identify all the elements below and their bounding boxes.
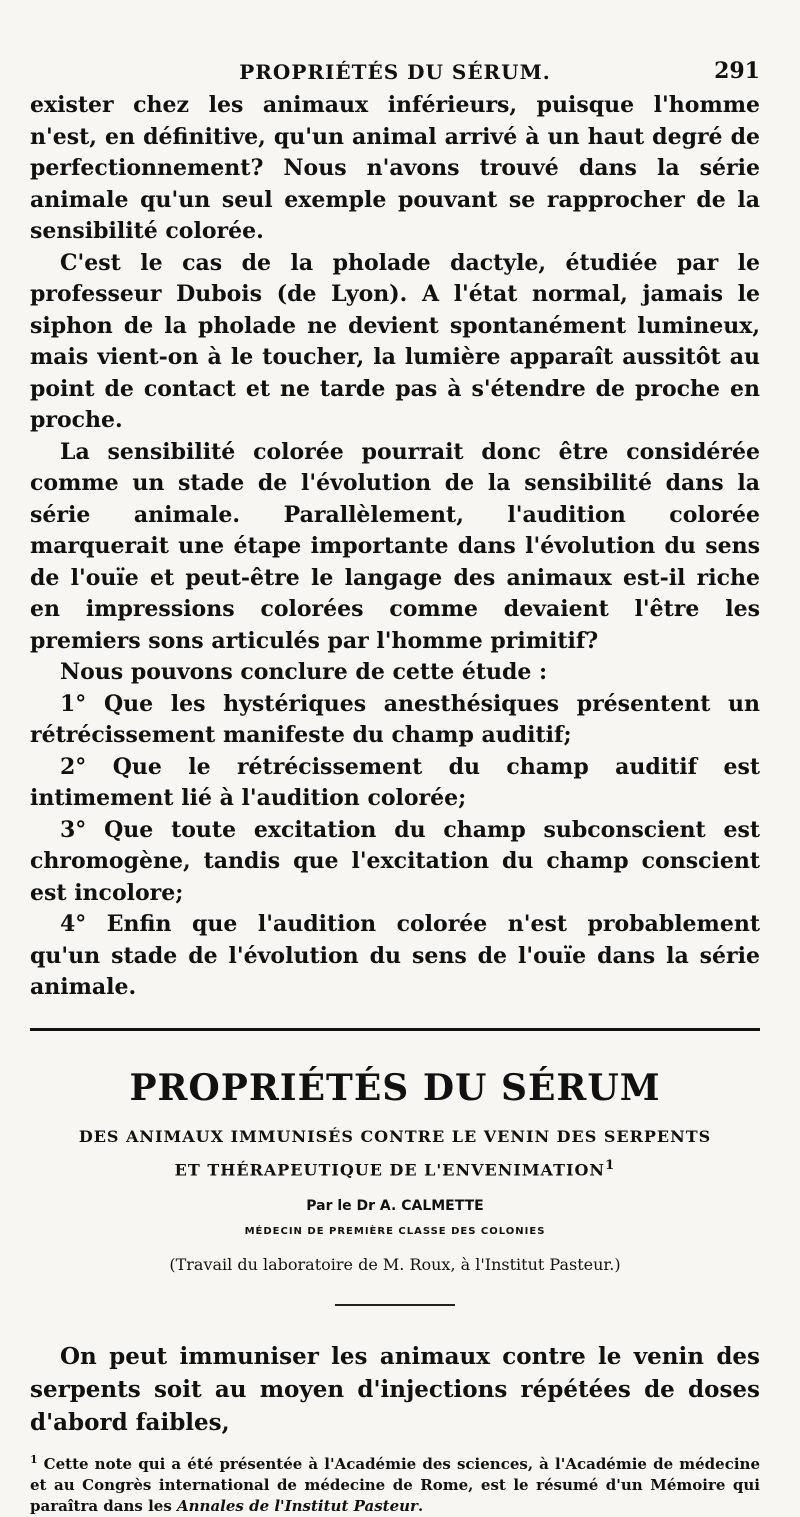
lead-text <box>30 1340 760 1439</box>
running-title: PROPRIÉTÉS DU SÉRUM. <box>239 60 551 84</box>
conclusion-item: 4° Enfin que l'audition colorée n'est probablement qu'un stade de l'évolution du sens de l'ouïe dans la série animale. <box>30 911 760 1000</box>
running-head <box>30 50 760 90</box>
paragraph: C'est le cas de la pholade dactyle, étudiée par le professeur Dubois (de Lyon). A l'état normal, jamais le siphon de la pholade ne devient spontanément lumineux, mais vient-on à le toucher, la lumière apparaît aussitôt au point de contact et ne tarde pas à s'étendre de proche en proche. <box>30 249 760 433</box>
subtitle-line <box>30 1151 760 1184</box>
conclusion-item: 2° Que le rétrécissement du champ auditif est intimement lié à l'audition colorée; <box>30 753 760 811</box>
article-subtitle <box>30 1123 760 1184</box>
lab-note: (Travail du laboratoire de M. Roux, à l'Institut Pasteur.) <box>169 1254 621 1274</box>
section-divider <box>30 1028 760 1031</box>
page-number: 291 <box>714 58 760 84</box>
footnote-text: Cette note qui a été présentée à l'Académie des sciences, à l'Académie de médecine et au Congrès international de médecine de Rome, est le résumé d'un Mémoire qui paraîtra dans les <box>30 1454 760 1515</box>
author-title: MÉDECIN DE PREMIÈRE CLASSE DES COLONIES <box>244 1225 546 1237</box>
paragraph: La sensibilité colorée pourrait donc être considérée comme un stade de l'évolution de la sensibilité dans la série animale. Parallèlement, l'audition colorée marquerait une étape importante dans l'évolution du sens de l'ouïe et peut-être le langage des animaux est-il riche en impressions colorées comme devaient l'être les premiers sons articulés par l'homme primitif? <box>30 438 760 654</box>
short-divider <box>335 1304 455 1306</box>
subtitle-line: DES ANIMAUX IMMUNISÉS CONTRE LE VENIN DES SERPENTS <box>78 1126 712 1146</box>
page <box>30 50 760 1517</box>
footnote <box>30 1449 760 1517</box>
article-title: PROPRIÉTÉS DU SÉRUM <box>129 1066 661 1109</box>
footnote-journal: Annales de l'Institut Pasteur <box>177 1496 418 1515</box>
body-text <box>30 90 760 1004</box>
paragraph: On peut immuniser les animaux contre le venin des serpents soit au moyen d'injections répétées de doses d'abord faibles, <box>30 1342 760 1436</box>
footnote-mark: 1 <box>30 1452 38 1466</box>
paragraph: exister chez les animaux inférieurs, puisque l'homme n'est, en définitive, qu'un animal arrivé à un haut degré de perfectionnement? Nous n'avons trouvé dans la série animale qu'un seul exemple pouvant se rapprocher de la sensibilité colorée. <box>30 92 760 244</box>
conclusion-item: 3° Que toute excitation du champ subconscient est chromogène, tandis que l'excitation du champ conscient est incolore; <box>30 816 760 906</box>
byline: Par le Dr A. CALMETTE <box>306 1197 484 1214</box>
footnote-reference: 1 <box>605 1156 616 1173</box>
paragraph: Nous pouvons conclure de cette étude : <box>60 659 548 685</box>
conclusion-item: 1° Que les hystériques anesthésiques présentent un rétrécissement manifeste du champ auditif; <box>30 690 760 748</box>
footnote-end: . <box>417 1496 424 1515</box>
subtitle-line-text: ET THÉRAPEUTIQUE DE L'ENVENIMATION <box>174 1159 606 1179</box>
